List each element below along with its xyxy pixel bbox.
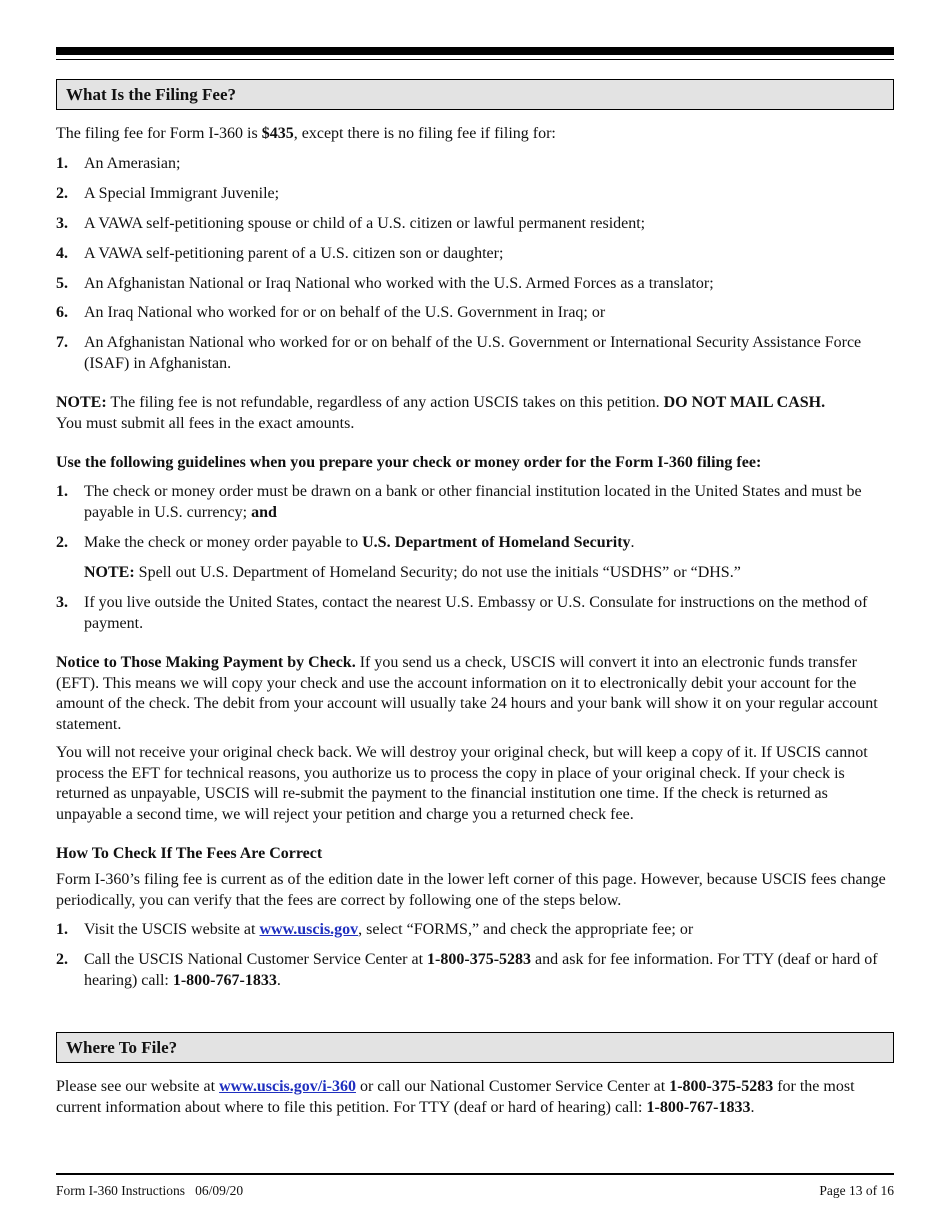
footer-rule (56, 1173, 894, 1175)
check-notice: Notice to Those Making Payment by Check. If you send us a check, USCIS will convert it into an electronic funds transfer (EFT). This means we will copy your check and use the account information on it to electronically debit your account for the amount of the check. The debit from your account will usually take 24 hours and your bank will show it on your regular account statement. (56, 654, 878, 733)
where-to-file-text: Please see our website at www.uscis.gov/i-360 or call our National Customer Service Center at 1-800-375-5283 for the most current information about where to file this petition. For TTY (deaf or hard of hearing) call: 1-800-767-1833. (56, 1078, 855, 1116)
filing-fee-heading: What Is the Filing Fee? (66, 85, 236, 104)
top-thick-rule (56, 47, 894, 55)
fees-correct-text: Form I-360’s filing fee is current as of the edition date in the lower left corner of this page. However, because USCIS fees change periodically, you can verify that the fees are correct by following one of the steps below. (56, 871, 886, 909)
top-thin-rule (56, 59, 894, 60)
fee-amount: $435 (261, 125, 294, 142)
fee-intro: The filing fee for Form I-360 is $435, except there is no filing fee if filing for: (56, 125, 556, 142)
where-to-file-heading: Where To File? (66, 1038, 178, 1057)
fees-correct-heading: How To Check If The Fees Are Correct (56, 845, 323, 862)
where-to-file-heading-bar (56, 1032, 894, 1063)
i360-website-link[interactable]: www.uscis.gov/i-360 (219, 1078, 356, 1095)
guidelines-heading: Use the following guidelines when you prepare your check or money order for the Form I-360 filing fee: (56, 454, 762, 471)
filing-fee-heading-bar (56, 79, 894, 110)
check-return-paragraph: You will not receive your original check back. We will destroy your original check, but will keep a copy of it. If USCIS cannot process the EFT for technical reasons, you authorize us to process the copy in place of your original check. If your check is returned as unpayable, USCIS will re-submit the payment to the financial institution one time. If the check is returned as unpayable a second time, we will reject your petition and charge you a returned check fee. (56, 744, 868, 823)
footer-page-number: Page 13 of 16 (819, 1183, 894, 1198)
fee-note: NOTE: The filing fee is not refundable, regardless of any action USCIS takes on this petition. DO NOT MAIL CASH. You must submit all fees in the exact amounts. (56, 394, 826, 432)
uscis-website-link[interactable]: www.uscis.gov (259, 921, 359, 938)
footer-form-label: Form I-360 Instructions 06/09/20 (56, 1183, 244, 1198)
